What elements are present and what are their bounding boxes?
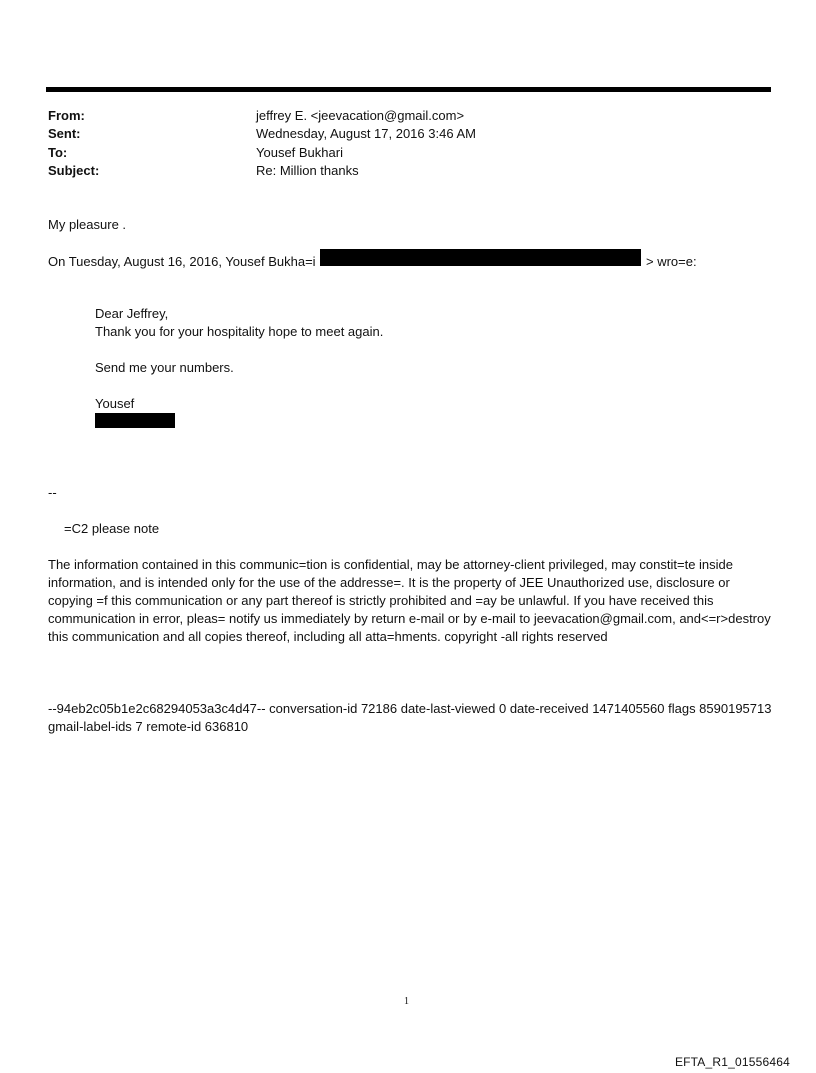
quoted-greeting: Dear Jeffrey, [95,306,169,321]
quoted-signature: Yousef [95,396,135,411]
quote-intro-after: > wro=e: [646,254,697,269]
page-number: 1 [404,996,409,1007]
signature-redaction [95,413,175,428]
quoted-thanks: Thank you for your hospitality hope to meet again. [95,324,384,339]
subject-value: Re: Million thanks [256,163,359,178]
to-label: To: [48,145,68,160]
note-text: =C2 please note [64,521,160,536]
redaction-block [320,249,641,266]
metadata-line: --94eb2c05b1e2c68294053a3c4d47-- conversation-id 72186 date-last-viewed 0 date-received 1471405560 flags 8590195713 gmail-label-ids 7 remote-id 636810 [48,701,772,734]
quote-intro-before: On Tuesday, August 16, 2016, Yousef Bukha=i [48,254,316,269]
disclaimer-paragraph: The information contained in this communic=tion is confidential, may be attorney-client privileged, may constit=te inside information, and is intended only for the use of the addresse=. It is the property of JEE Unauthorized use, disclosure or copying =f this communication or any part thereof is strictly prohibited and =ay be unlawful. If you have received this communication in error, pleas= notify us immediately by return e-mail or by e-mail to jeevacation@gmail.com, and<=r>destroy this communication and all copies thereof, including all atta=hments. copyright -all rights reserved [48,557,771,644]
bates-number: EFTA_R1_01556464 [674,1055,790,1069]
quoted-request: Send me your numbers. [95,360,234,375]
from-label: From: [48,108,85,123]
sent-value: Wednesday, August 17, 2016 3:46 AM [256,126,476,141]
sent-label: Sent: [48,126,81,141]
reply-text: My pleasure . [48,217,127,232]
separator: -- [48,485,57,500]
from-value: jeffrey E. <jeevacation@gmail.com> [256,108,465,123]
subject-label: Subject: [48,163,100,178]
header-rule [46,87,771,92]
to-value: Yousef Bukhari [256,145,343,160]
